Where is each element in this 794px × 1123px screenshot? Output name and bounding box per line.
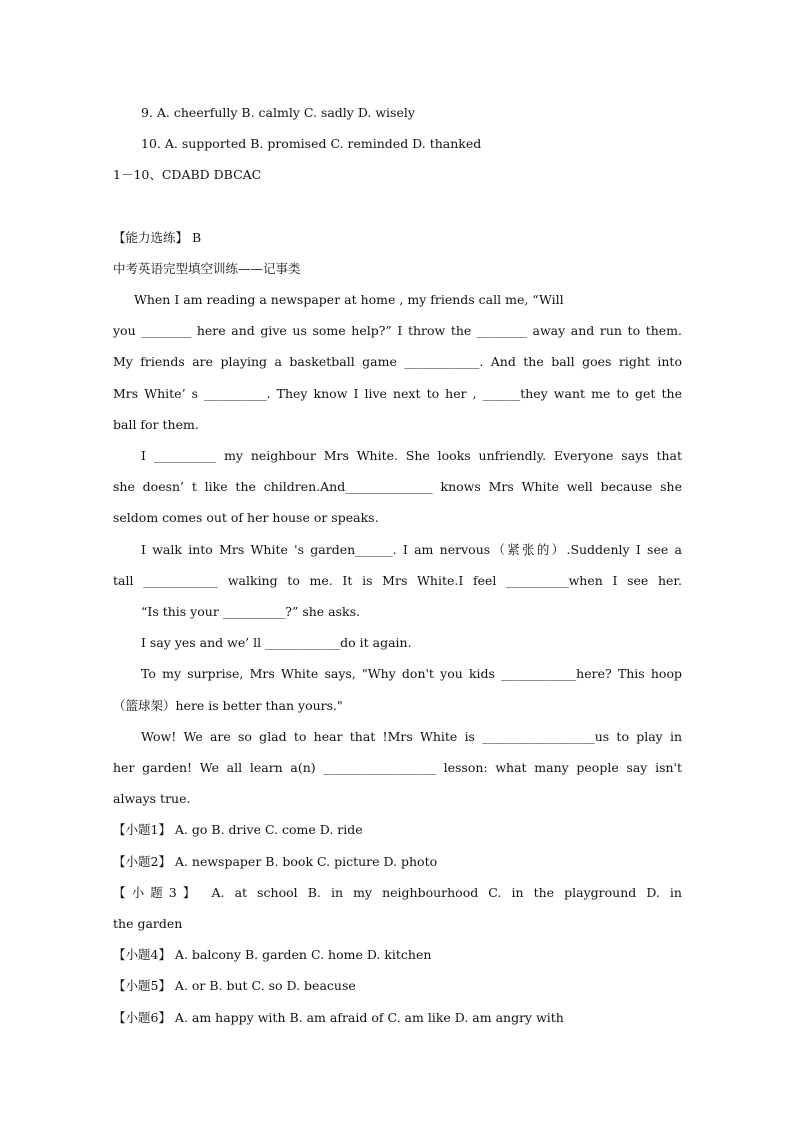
question-2: 【小题2】 A. newspaper B. book C. picture D. photo <box>113 854 438 869</box>
passage-line: you ________ here and give us some help?” I throw the ________ away and run to them. <box>113 323 682 338</box>
passage-line: My friends are playing a basketball game ____________. And the ball goes right into <box>113 354 682 369</box>
question-3-continued: the garden <box>113 916 183 931</box>
ability-heading: 【能力选练】 B <box>113 230 202 245</box>
passage-line: Mrs White’ s __________. They know I live next to her , ______they want me to get the <box>113 386 682 401</box>
question-4: 【小题4】 A. balcony B. garden C. home D. kitchen <box>113 947 432 962</box>
passage-line: When I am reading a newspaper at home , my friends call me, “Will <box>134 292 564 307</box>
passage-line: “Is this your __________?” she asks. <box>141 604 360 619</box>
question-3: 【小题3】 A. at school B. in my neighbourhood C. in the playground D. in <box>113 885 682 900</box>
option-line-10: 10. A. supported B. promised C. reminded D. thanked <box>141 136 482 151</box>
section-title: 中考英语完型填空训练——记事类 <box>113 261 301 276</box>
passage-line: always true. <box>113 791 191 806</box>
passage-line: （篮球架）here is better than yours." <box>113 698 343 713</box>
question-5: 【小题5】 A. or B. but C. so D. beacuse <box>113 978 356 993</box>
passage-line: ball for them. <box>113 417 199 432</box>
question-6: 【小题6】 A. am happy with B. am afraid of C. am like D. am angry with <box>113 1010 564 1025</box>
passage-line: tall ____________ walking to me. It is Mrs White.I feel __________when I see her. <box>113 573 682 588</box>
passage-line: Wow! We are so glad to hear that !Mrs White is __________________us to play in <box>141 729 682 744</box>
question-1: 【小题1】 A. go B. drive C. come D. ride <box>113 822 363 837</box>
passage-line: I __________ my neighbour Mrs White. She looks unfriendly. Everyone says that <box>141 448 682 463</box>
option-line-9: 9. A. cheerfully B. calmly C. sadly D. wisely <box>141 105 415 120</box>
passage-line: I walk into Mrs White 's garden______. I am nervous（紧张的）.Suddenly I see a <box>141 542 682 557</box>
passage-line: seldom comes out of her house or speaks. <box>113 510 379 525</box>
passage-line: her garden! We all learn a(n) __________________ lesson: what many people say isn't <box>113 760 682 775</box>
passage-line: I say yes and we’ ll ____________do it again. <box>141 635 412 650</box>
passage-line: To my surprise, Mrs White says, "Why don't you kids ____________here? This hoop <box>141 666 682 681</box>
passage-line: she doesn’ t like the children.And______________ knows Mrs White well because she <box>113 479 682 494</box>
answer-key: 1－10、CDABD DBCAC <box>113 167 262 182</box>
